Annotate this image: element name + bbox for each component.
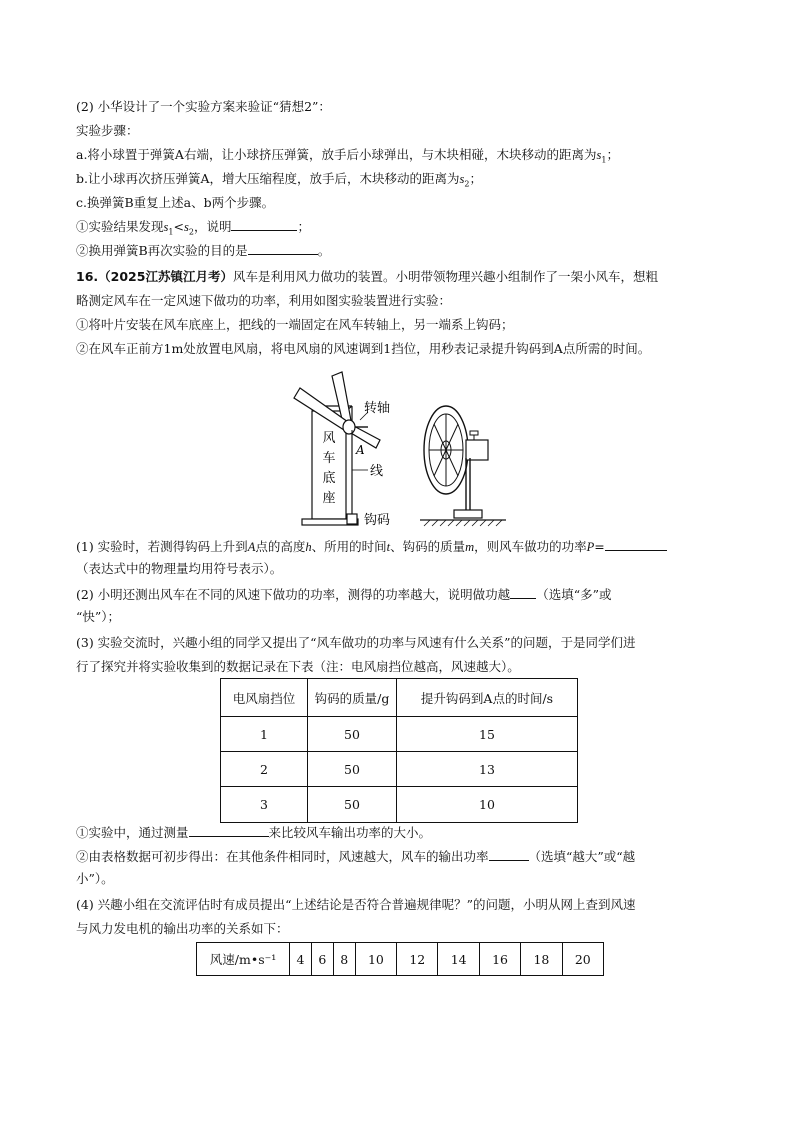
answer-blank-q3-2[interactable]: [489, 846, 529, 861]
table-cell: 16: [479, 943, 520, 976]
q16-step-2: ②在风车正前方1m处放置电风扇，将电风扇的风速调到1挡位，用秒表记录提升钩码到A点所需的时间。: [76, 341, 651, 356]
result-1: ①实验结果发现$s_1<s_2$，说明 ；: [76, 216, 736, 244]
table-cell: 4: [290, 943, 312, 976]
table-cell: 3: [221, 787, 308, 823]
answer-blank-1[interactable]: [231, 216, 297, 231]
table-cell: 8: [333, 943, 355, 976]
step-c: c.换弹簧B重复上述a、b两个步骤。: [76, 195, 275, 210]
electric-fan: [420, 406, 506, 526]
table-cell: 50: [308, 787, 397, 823]
windmill-fan-figure: [280, 368, 520, 530]
table-header-cell: 提升钩码到A点的时间/s: [397, 679, 578, 717]
table-cell: 1: [221, 717, 308, 752]
table-cell: 10: [355, 943, 396, 976]
table-header-row: [221, 679, 578, 717]
table-cell: 14: [438, 943, 479, 976]
q4-line-2: 与风力发电机的输出功率的关系如下：: [76, 921, 289, 936]
q3-line-2: 行了探究并将实验收集到的数据记录在下表（注：电风扇挡位越高，风速越大）。: [76, 659, 520, 674]
table-cell: 50: [308, 752, 397, 787]
step-b: b.让小球再次挤压弹簧A，增大压缩程度，放手后，木块移动的距离为$s_2$；: [76, 171, 482, 189]
q4-line-1: (4) 兴趣小组在交流评估时有成员提出“上述结论是否符合普遍规律呢？”的问题，小明从网上查到风速: [76, 897, 636, 912]
q3-result-2-cont: 小”）。: [76, 871, 114, 886]
table-cell: 15: [397, 717, 578, 752]
answer-blank-q2[interactable]: [510, 584, 536, 599]
q3-line-1: (3) 实验交流时，兴趣小组的同学又提出了“风车做功的功率与风速有什么关系”的问题，于是同学们进: [76, 635, 636, 650]
base-char-3: 底: [322, 471, 336, 486]
base-char-4: 座: [322, 491, 336, 506]
result-2: ②换用弹簧B再次实验的目的是 。: [76, 240, 736, 262]
table-cell: 2: [221, 752, 308, 787]
label-weight: 钩码: [364, 513, 391, 528]
base-char-2: 车: [322, 451, 336, 466]
weight-block: [347, 514, 357, 524]
step-a: a.将小球置于弹簧A右端，让小球挤压弹簧，放手后小球弹出，与木块相碰，木块移动的距离为$s_1$；: [76, 147, 619, 165]
table-cell: 6: [311, 943, 333, 976]
q2-line-2: “快”）；: [76, 609, 121, 624]
fan-data-table: [220, 678, 578, 823]
base-char-1: 风: [322, 431, 336, 446]
q3-result-1: ①实验中，通过测量 来比较风车输出功率的大小。: [76, 822, 736, 844]
answer-blank-2[interactable]: [248, 240, 318, 255]
table-header-cell: 风速/m•s⁻¹: [197, 943, 290, 976]
label-a: A: [356, 443, 365, 457]
table-cell: 13: [397, 752, 578, 787]
answer-blank-power[interactable]: [605, 536, 667, 551]
table-header-cell: 电风扇挡位: [221, 679, 308, 717]
windmill-hub: [343, 420, 355, 434]
q16-intro-2: 略测定风车在一定风速下做功的功率，利用如图实验装置进行实验：: [76, 293, 452, 308]
steps-label: 实验步骤：: [76, 123, 139, 138]
q3-result-2: ②由表格数据可初步得出：在其他条件相同时，风速越大，风车的输出功率 （选填“越大”或“越: [76, 846, 736, 868]
table-header-cell: 钩码的质量/g: [308, 679, 397, 717]
table-row: [221, 787, 578, 823]
q1-line-1: (1) 实验时，若测得钩码上升到A点的高度h、所用的时间t、钩码的质量m，则风车做功的功率P=: [76, 536, 736, 558]
table-cell: 10: [397, 787, 578, 823]
table-row: [221, 752, 578, 787]
wind-speed-table: [196, 942, 604, 976]
table-cell: 20: [562, 943, 603, 976]
table-cell: 50: [308, 717, 397, 752]
q1-line-2: （表达式中的物理量均用符号表示）。: [76, 561, 283, 576]
table-row: [197, 943, 604, 976]
label-axis: 转轴: [364, 401, 391, 416]
q2-line-1: (2) 小明还测出风车在不同的风速下做功的功率，测得的功率越大，说明做功越 （选填“多”或: [76, 584, 736, 606]
q16-step-1: ①将叶片安装在风车底座上，把线的一端固定在风车转轴上，另一端系上钩码；: [76, 317, 514, 332]
label-line: 线: [370, 464, 384, 479]
table-cell: 12: [397, 943, 438, 976]
part2-title: (2) 小华设计了一个实验方案来验证“猜想2”：: [76, 99, 331, 114]
table-row: [221, 717, 578, 752]
answer-blank-q3-1[interactable]: [189, 822, 269, 837]
q16-header: 16.（2025江苏镇江月考）风车是利用风力做功的装置。小明带领物理兴趣小组制作了一架小风车，想粗: [76, 269, 658, 284]
table-cell: 18: [521, 943, 562, 976]
